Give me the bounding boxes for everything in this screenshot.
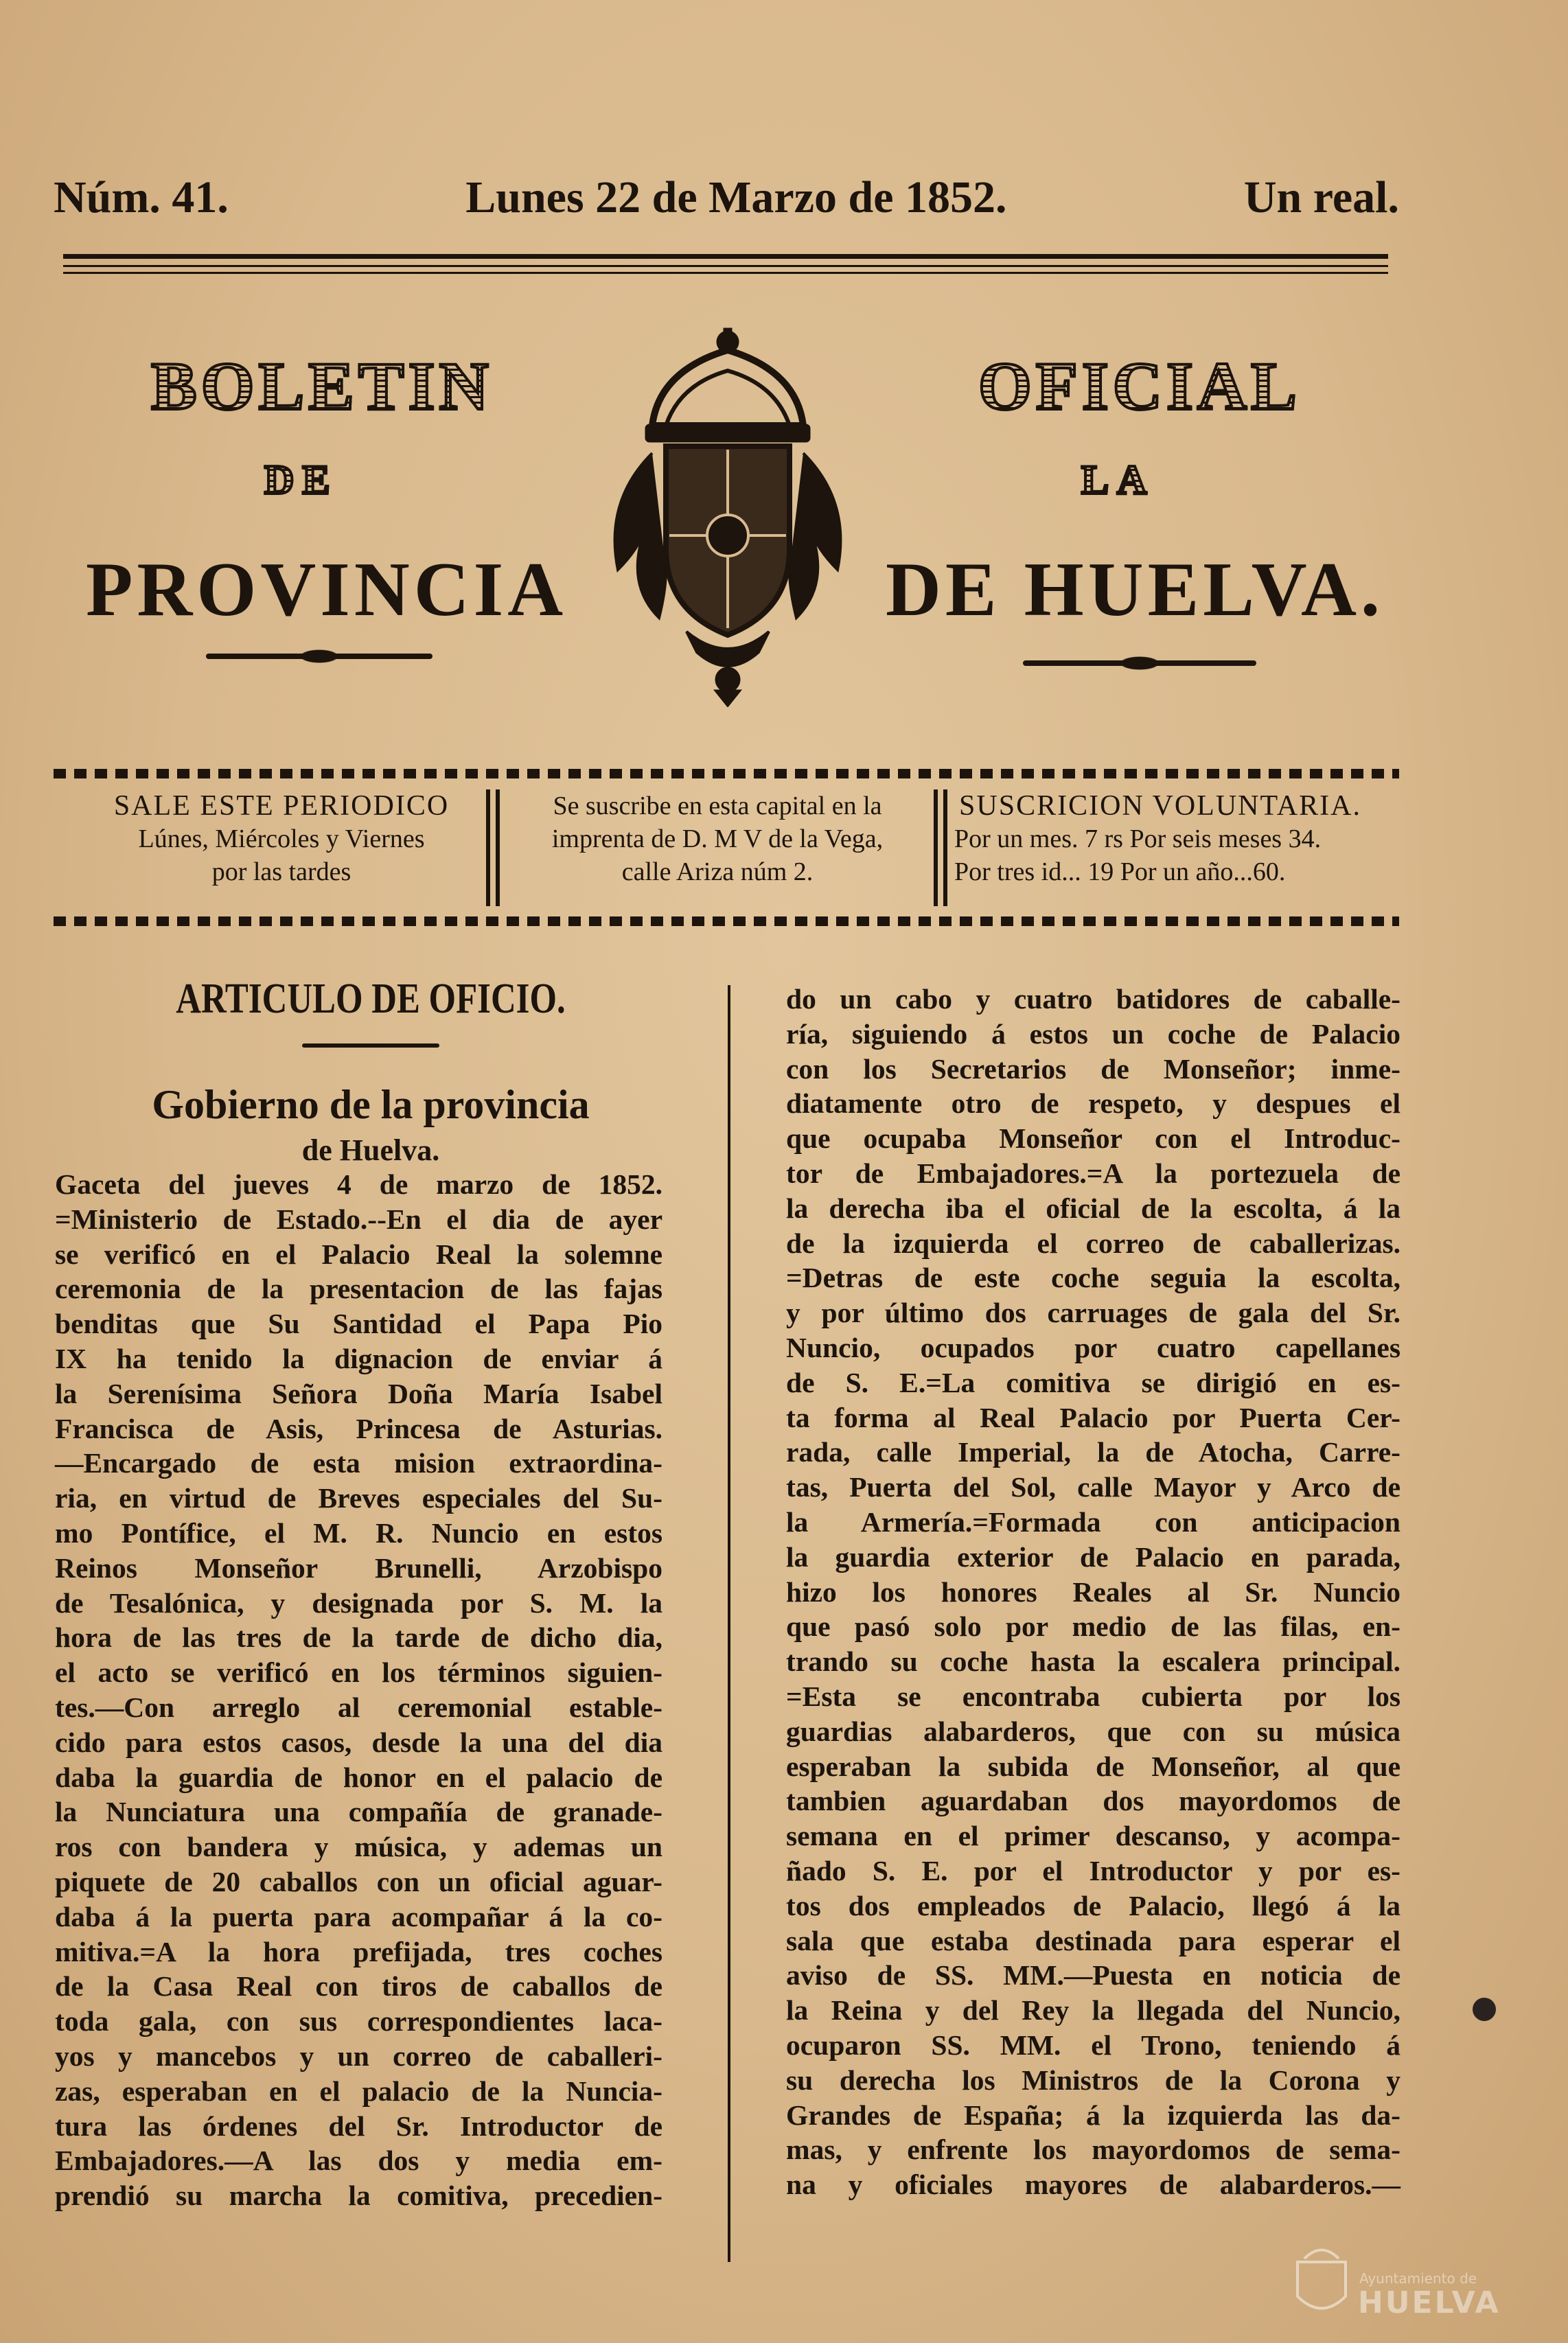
archive-seal-icon xyxy=(1291,2241,1352,2324)
title-flourish-right xyxy=(1023,660,1256,666)
info-band-top-border xyxy=(54,769,1399,778)
info-middle-line3: calle Ariza núm 2. xyxy=(621,857,814,886)
article-line: —Encargado de esta mision extraordina- xyxy=(55,1447,662,1479)
article-line: mo Pontífice, el M. R. Nuncio en estos xyxy=(55,1516,662,1549)
royal-crest-icon xyxy=(577,323,879,707)
article-line: IX ha tenido la dignacion de enviar á xyxy=(55,1342,662,1374)
article-line: ria, en virtud de Breves especiales del Su- xyxy=(55,1482,662,1514)
info-middle-line2: imprenta de D. M V de la Vega, xyxy=(551,824,884,853)
article-line: ros con bandera y música, y ademas un xyxy=(55,1831,662,1863)
article-line: la Armería.=Formada con anticipacion xyxy=(786,1505,1400,1538)
info-publication-days xyxy=(96,789,467,906)
title-la: LA xyxy=(1081,457,1155,503)
article-line: la derecha iba el oficial de la escolta, á la xyxy=(786,1192,1400,1224)
article-line: daba la guardia de honor en el palacio de xyxy=(55,1761,662,1793)
article-line: Nuncio, ocupados por cuatro capellanes xyxy=(786,1331,1400,1363)
article-line: benditas que Su Santidad el Papa Pio xyxy=(55,1308,662,1340)
article-line: hizo los honores Reales al Sr. Nuncio xyxy=(786,1576,1400,1608)
title-oficial: OFICIAL xyxy=(978,348,1301,424)
article-subheading: de Huelva. xyxy=(301,1133,440,1167)
info-middle-line1: Se suscribe en esta capital en la xyxy=(553,792,882,820)
article-heading: Gobierno de la provincia xyxy=(152,1082,590,1127)
archive-watermark xyxy=(1284,2228,1531,2331)
article-line: ocuparon SS. MM. el Trono, teniendo á xyxy=(786,2029,1400,2061)
info-divider-2 xyxy=(934,789,938,906)
article-line: =Ministerio de Estado.--En el dia de ayer xyxy=(55,1203,662,1235)
article-line: la guardia exterior de Palacio en parada, xyxy=(786,1540,1400,1573)
article-line: =Esta se encontraba cubierta por los xyxy=(786,1680,1400,1712)
article-line: na y oficiales mayores de alabarderos.— xyxy=(786,2169,1400,2201)
info-band-bottom-border xyxy=(54,916,1399,926)
article-line: Embajadores.—A las dos y media em- xyxy=(55,2145,662,2177)
column-divider xyxy=(728,985,730,2262)
info-subscription-prices xyxy=(954,789,1366,906)
article-line: tes.—Con arreglo al ceremonial estable- xyxy=(55,1691,662,1723)
article-line: tambien aguardaban dos mayordomos de xyxy=(786,1785,1400,1817)
watermark-line1: Ayuntamiento de xyxy=(1359,2270,1477,2287)
article-line: la Reina y del Rey la llegada del Nuncio, xyxy=(786,1994,1400,2027)
article-line: Reinos Monseñor Brunelli, Arzobispo xyxy=(55,1551,662,1584)
article-line: sala que estaba destinada para esperar el xyxy=(786,1924,1400,1957)
article-line: de la izquierda el correo de caballerizas. xyxy=(786,1227,1400,1259)
right-column xyxy=(786,982,1400,2202)
article-line: el acto se verificó en los términos siguien- xyxy=(55,1657,662,1689)
issue-date: Lunes 22 de Marzo de 1852. xyxy=(465,172,1007,222)
article-line: trando su coche hasta la escalera principal. xyxy=(786,1646,1400,1678)
article-line: cido para estos casos, desde la una del dia xyxy=(55,1726,662,1758)
issue-number: Núm. 41. xyxy=(54,172,229,222)
article-line: tas, Puerta del Sol, calle Mayor y Arco de xyxy=(786,1471,1400,1503)
article-line: tor de Embajadores.=A la portezuela de xyxy=(786,1157,1400,1189)
article-line: de la Casa Real con tiros de caballos de xyxy=(55,1970,662,2002)
article-line: guardias alabarderos, que con su música xyxy=(786,1715,1400,1747)
article-line: que ocupaba Monseñor con el Introduc- xyxy=(786,1122,1400,1155)
article-line: y por último dos carruages de gala del Sr. xyxy=(786,1297,1400,1329)
article-line: de Tesalónica, y designada por S. M. la xyxy=(55,1586,662,1619)
article-line: rada, calle Imperial, la de Atocha, Carre- xyxy=(786,1436,1400,1468)
article-line: Grandes de España; á la izquierda las da- xyxy=(786,2099,1400,2131)
info-right-heading: SUSCRICION VOLUNTARIA. xyxy=(959,790,1361,822)
article-line: semana en el primer descanso, y acompa- xyxy=(786,1820,1400,1852)
title-de-huelva: DE HUELVA. xyxy=(886,547,1385,632)
watermark-line2: HUELVA xyxy=(1358,2285,1501,2320)
title-provincia: PROVINCIA xyxy=(86,547,568,632)
info-left-line1: Lúnes, Miércoles y Viernes xyxy=(138,824,425,853)
article-line: con los Secretarios de Monseñor; inme- xyxy=(786,1052,1400,1085)
masthead-rule-thin xyxy=(63,265,1388,267)
info-subscription-place xyxy=(511,789,923,906)
article-line: Gaceta del jueves 4 de marzo de 1852. xyxy=(55,1168,662,1200)
ink-spot xyxy=(1473,1998,1496,2021)
info-left-heading: SALE ESTE PERIODICO xyxy=(113,790,450,822)
masthead xyxy=(54,172,1399,233)
article-line: se verificó en el Palacio Real la solemne xyxy=(55,1238,662,1270)
article-line: de S. E.=La comitiva se dirigió en es- xyxy=(786,1366,1400,1398)
article-line: mitiva.=A la hora prefijada, tres coches xyxy=(55,1935,662,1967)
info-divider-2b xyxy=(943,789,947,906)
article-line: do un cabo y cuatro batidores de caballe- xyxy=(786,983,1400,1015)
article-line: yos y mancebos y un correo de caballeri- xyxy=(55,2040,662,2072)
article-line: tos dos empleados de Palacio, llegó á la xyxy=(786,1889,1400,1921)
article-line: la Serenísima Señora Doña María Isabel xyxy=(55,1377,662,1409)
article-line: prendió su marcha la comitiva, precedien- xyxy=(55,2180,662,2212)
title-flourish-left xyxy=(206,654,433,659)
masthead-rule-thick xyxy=(63,254,1388,259)
article-line: ceremonia de la presentacion de las fajas xyxy=(55,1273,662,1305)
article-line: mas, y enfrente los mayordomos de sema- xyxy=(786,2134,1400,2166)
article-line: ñado S. E. por el Introductor y por es- xyxy=(786,1854,1400,1886)
article-line: tura las órdenes del Sr. Introductor de xyxy=(55,2110,662,2142)
article-line: ría, siguiendo á estos un coche de Palacio xyxy=(786,1017,1400,1050)
left-column xyxy=(55,1167,662,2213)
info-right-line2: Por tres id... 19 Por un año...60. xyxy=(954,857,1286,886)
article-line: esperaban la subida de Monseñor, al que xyxy=(786,1750,1400,1782)
title-boletin: BOLETIN xyxy=(151,348,493,424)
article-line: toda gala, con sus correspondientes laca- xyxy=(55,2005,662,2038)
info-right-line1: Por un mes. 7 rs Por seis meses 34. xyxy=(954,824,1322,853)
article-line: aviso de SS. MM.—Puesta en noticia de xyxy=(786,1959,1400,1992)
article-line: su derecha los Ministros de la Corona y xyxy=(786,2064,1400,2096)
article-line: ta forma al Real Palacio por Puerta Cer- xyxy=(786,1401,1400,1433)
article-line: la Nunciatura una compañía de granade- xyxy=(55,1796,662,1828)
title-de: DE xyxy=(264,457,338,503)
article-line: diatamente otro de respeto, y despues el xyxy=(786,1087,1400,1120)
article-line: hora de las tres de la tarde de dicho dia, xyxy=(55,1621,662,1654)
article-line: que pasó solo por medio de las filas, en- xyxy=(786,1611,1400,1643)
article-line: Francisca de Asis, Princesa de Asturias. xyxy=(55,1412,662,1444)
info-left-line2: por las tardes xyxy=(211,857,351,886)
masthead-rule-thin-2 xyxy=(63,272,1388,274)
article-line: zas, esperaban en el palacio de la Nuncia- xyxy=(55,2075,662,2107)
info-divider-1 xyxy=(486,789,490,906)
article-line: daba á la puerta para acompañar á la co- xyxy=(55,1900,662,1932)
info-divider-1b xyxy=(496,789,500,906)
article-line: piquete de 20 caballos con un oficial aguar- xyxy=(55,1865,662,1897)
section-title: ARTICULO DE OFICIO. xyxy=(176,976,566,1022)
section-title-rule xyxy=(302,1043,439,1048)
article-line: =Detras de este coche seguia la escolta, xyxy=(786,1262,1400,1294)
issue-price: Un real. xyxy=(1243,172,1399,222)
